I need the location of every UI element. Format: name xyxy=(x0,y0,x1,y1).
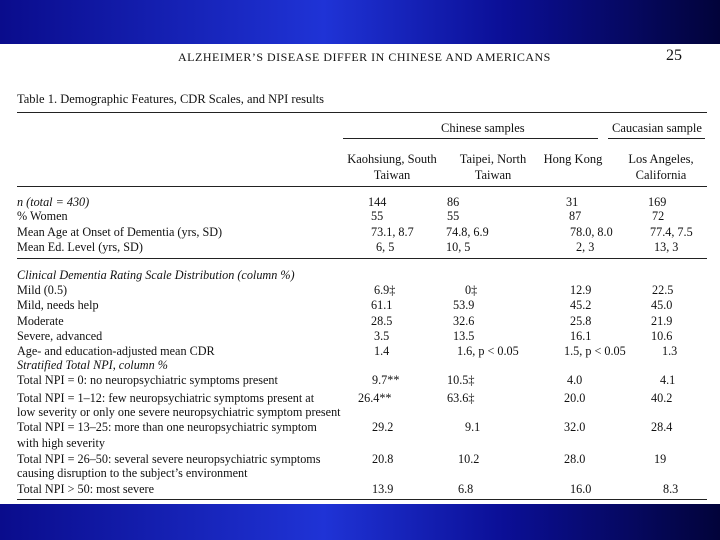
cell-kaohsiung: 26.4** xyxy=(358,391,392,405)
spanner-caucasian-sample: Caucasian sample xyxy=(612,121,702,135)
column-header-line2: Taiwan xyxy=(373,168,411,182)
row-label: Age- and education-adjusted mean CDR xyxy=(17,344,215,358)
cell-taipei: 63.6‡ xyxy=(447,391,475,405)
cell-kaohsiung: 9.7** xyxy=(372,373,400,387)
bottom-banner xyxy=(0,504,720,540)
column-header-kaohsiung xyxy=(338,151,446,183)
cell-kaohsiung: 73.1, 8.7 xyxy=(371,225,414,239)
column-header-line1: Los Angeles, xyxy=(628,152,694,166)
cell-los-angeles: 4.1 xyxy=(660,373,676,387)
cell-taipei: 6.8 xyxy=(458,482,474,496)
section-heading: Clinical Dementia Rating Scale Distribution (column %) xyxy=(17,268,295,282)
table-top-rule xyxy=(17,112,707,113)
running-head: ALZHEIMER’S DISEASE DIFFER IN CHINESE AND AMERICANS xyxy=(178,50,551,64)
column-header-line2: Taiwan xyxy=(474,168,512,182)
cell-taipei: 53.9 xyxy=(453,298,475,312)
row-label: n (total = 430) xyxy=(17,195,90,209)
cell-los-angeles: 169 xyxy=(648,195,667,209)
cell-hong-kong: 2, 3 xyxy=(576,240,595,254)
cell-kaohsiung: 28.5 xyxy=(371,314,393,328)
row-label: Total NPI = 1–12: few neuropsychiatric symptoms present at xyxy=(17,391,315,405)
cell-los-angeles: 77.4, 7.5 xyxy=(650,225,693,239)
cell-hong-kong: 25.8 xyxy=(570,314,592,328)
cell-kaohsiung: 3.5 xyxy=(374,329,390,343)
row-label: Total NPI = 13–25: more than one neuropsychiatric symptom xyxy=(17,420,317,434)
spanner-chinese-samples: Chinese samples xyxy=(441,121,525,135)
cell-kaohsiung: 20.8 xyxy=(372,452,394,466)
cell-kaohsiung: 6.9‡ xyxy=(374,283,396,297)
row-label: Total NPI > 50: most severe xyxy=(17,482,155,496)
cell-kaohsiung: 1.4 xyxy=(374,344,390,358)
section-heading: Stratified Total NPI, column % xyxy=(17,358,168,372)
page-number: 25 xyxy=(666,47,682,64)
cell-hong-kong: 16.1 xyxy=(570,329,592,343)
cell-hong-kong: 32.0 xyxy=(564,420,586,434)
row-label: Mean Age at Onset of Dementia (yrs, SD) xyxy=(17,225,223,239)
cell-hong-kong: 16.0 xyxy=(570,482,592,496)
row-label: Severe, advanced xyxy=(17,329,103,343)
cell-taipei: 10.5‡ xyxy=(447,373,475,387)
cell-taipei: 10.2 xyxy=(458,452,480,466)
cell-los-angeles: 10.6 xyxy=(651,329,673,343)
cell-los-angeles: 45.0 xyxy=(651,298,673,312)
row-label-continued: with high severity xyxy=(17,436,106,450)
section-rule xyxy=(17,258,707,259)
cell-kaohsiung: 13.9 xyxy=(372,482,394,496)
cell-los-angeles: 8.3 xyxy=(663,482,679,496)
row-label: Mild (0.5) xyxy=(17,283,68,297)
cell-kaohsiung: 55 xyxy=(371,209,384,223)
row-label: Total NPI = 26–50: several severe neuropsychiatric symptoms xyxy=(17,452,321,466)
cell-hong-kong: 78.0, 8.0 xyxy=(570,225,613,239)
cell-taipei: 74.8, 6.9 xyxy=(446,225,489,239)
cell-taipei: 1.6, p < 0.05 xyxy=(457,344,519,358)
cell-kaohsiung: 61.1 xyxy=(371,298,393,312)
row-label: Mild, needs help xyxy=(17,298,99,312)
cell-taipei: 86 xyxy=(447,195,460,209)
column-header-line1: Taipei, North xyxy=(459,152,527,166)
top-banner xyxy=(0,0,720,44)
table-bottom-rule xyxy=(17,499,707,500)
cell-taipei: 32.6 xyxy=(453,314,475,328)
row-label: Mean Ed. Level (yrs, SD) xyxy=(17,240,143,254)
row-label-continued: low severity or only one severe neuropsychiatric symptom present xyxy=(17,405,341,419)
cell-los-angeles: 1.3 xyxy=(662,344,678,358)
cell-taipei: 9.1 xyxy=(465,420,481,434)
cell-hong-kong: 28.0 xyxy=(564,452,586,466)
cell-los-angeles: 19 xyxy=(654,452,667,466)
cell-taipei: 10, 5 xyxy=(446,240,471,254)
cell-kaohsiung: 144 xyxy=(368,195,387,209)
row-label: Total NPI = 0: no neuropsychiatric symptoms present xyxy=(17,373,278,387)
column-header-line1: Hong Kong xyxy=(543,152,603,166)
column-header-line1: Kaohsiung, South xyxy=(347,152,437,166)
cell-hong-kong: 12.9 xyxy=(570,283,592,297)
row-label: % Women xyxy=(17,209,68,223)
table-title: Table 1. Demographic Features, CDR Scales, and NPI results xyxy=(17,92,325,106)
spanner-rule-chinese xyxy=(343,138,598,139)
cell-taipei: 0‡ xyxy=(465,283,478,297)
cell-hong-kong: 4.0 xyxy=(567,373,583,387)
cell-los-angeles: 28.4 xyxy=(651,420,673,434)
cell-los-angeles: 13, 3 xyxy=(654,240,679,254)
cell-hong-kong: 45.2 xyxy=(570,298,592,312)
cell-taipei: 55 xyxy=(447,209,460,223)
column-header-taipei xyxy=(448,151,538,183)
cell-taipei: 13.5 xyxy=(453,329,475,343)
cell-hong-kong: 31 xyxy=(566,195,579,209)
cell-los-angeles: 40.2 xyxy=(651,391,673,405)
row-label: Moderate xyxy=(17,314,64,328)
column-header-hong-kong xyxy=(538,151,608,167)
spanner-rule-caucasian xyxy=(608,138,705,139)
cell-kaohsiung: 6, 5 xyxy=(376,240,395,254)
cell-los-angeles: 72 xyxy=(652,209,665,223)
cell-hong-kong: 20.0 xyxy=(564,391,586,405)
header-bottom-rule xyxy=(17,186,707,187)
column-header-los-angeles xyxy=(612,151,710,183)
cell-hong-kong: 87 xyxy=(569,209,582,223)
cell-hong-kong: 1.5, p < 0.05 xyxy=(564,344,626,358)
cell-kaohsiung: 29.2 xyxy=(372,420,394,434)
row-label-continued: causing disruption to the subject’s environment xyxy=(17,466,248,480)
column-header-line2: California xyxy=(635,168,687,182)
cell-los-angeles: 21.9 xyxy=(651,314,673,328)
cell-los-angeles: 22.5 xyxy=(652,283,674,297)
